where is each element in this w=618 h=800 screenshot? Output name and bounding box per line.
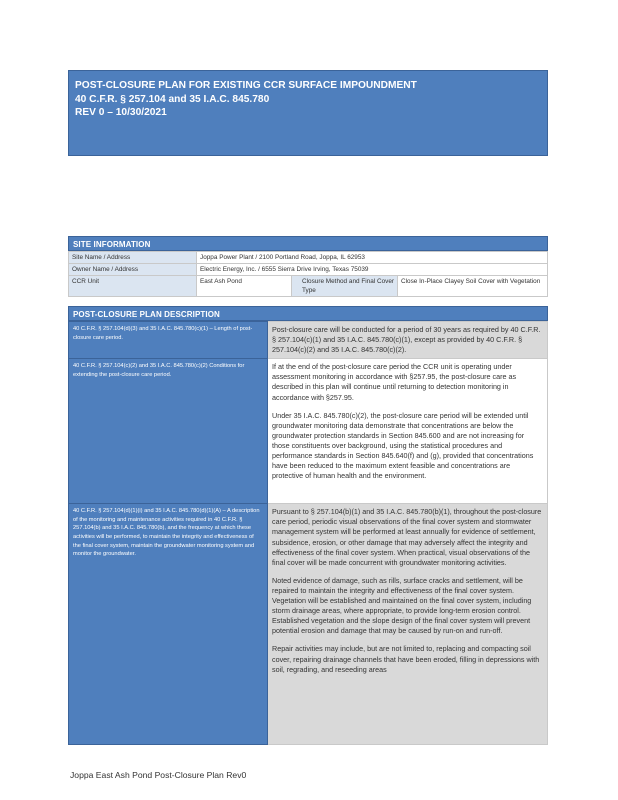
spacer <box>68 156 548 236</box>
description-paragraph: Repair activities may include, but are not limited to, replacing and compacting soil cover, repairing drainage channels that have been eroded, filling in depressions with soil, regrading, and reseeding areas <box>272 644 540 674</box>
description-paragraph: Under 35 I.A.C. 845.780(c)(2), the post-closure care period will be extended until groundwater monitoring data demonstrate that concentrations are below the groundwater protection standards in Section 845.600 and are not increasing for those constituents over background, using the statistical procedures and performance standards in Section 845.640(f) and (g), provided that concentrations have been reduced to the maximum extent feasible and concentrations are protective of human health and the environment. <box>272 410 534 481</box>
description-paragraph: If at the end of the post-closure care period the CCR unit is operating under assessment monitoring in accordance with §257.95, the post-closure care as described in this plan will continue until returning to detection monitoring in accordance with §257.95. <box>272 362 517 402</box>
regulation-reference: 40 C.F.R. § 257.104(d)(3) and 35 I.A.C. 845.780(c)(1) – Length of post-closure care period. <box>69 322 268 359</box>
site-information-table <box>68 251 548 297</box>
regulation-reference: 40 C.F.R. § 257.104(c)(2) and 35 I.A.C. 845.780(c)(2) Conditions for extending the post-closure care period. <box>69 359 268 504</box>
page-footer: Joppa East Ash Pond Post-Closure Plan Rev0 <box>70 770 247 780</box>
site-name-value: Joppa Power Plant / 2100 Portland Road, Joppa, IL 62953 <box>197 252 548 264</box>
table-row <box>69 264 548 276</box>
table-row <box>69 359 548 504</box>
ccr-unit-label: CCR Unit <box>69 276 197 297</box>
site-information-heading: SITE INFORMATION <box>68 236 548 251</box>
post-closure-plan-heading: POST-CLOSURE PLAN DESCRIPTION <box>68 306 548 321</box>
description-paragraph: Pursuant to § 257.104(b)(1) and 35 I.A.C. 845.780(b)(1), throughout the post-closure care period, periodic visual observations of the final cover system and stormwater management system will be performed at least annually for evidence of settlement, subsidence, erosion, or other damage that may adversely affect the integrity and effectiveness of the final cover system. When practical, visual observations of the final cover will be made concurrent with groundwater monitoring activities. <box>272 507 542 567</box>
description-paragraph: Post-closure care will be conducted for a period of 30 years as required by 40 C.F.R. § 257.104(c)(1) and 35 I.A.C. 845.780(c)(1), except as provided by 40 C.F.R. § 257.104(c)(2) and 35 I.A.C. 845.780(c)(2). <box>272 325 541 355</box>
post-closure-plan-table <box>68 321 548 745</box>
table-row <box>69 504 548 745</box>
owner-name-label: Owner Name / Address <box>69 264 197 276</box>
plan-description <box>268 359 548 504</box>
table-row <box>69 276 548 297</box>
site-name-label: Site Name / Address <box>69 252 197 264</box>
regulation-citation: 40 C.F.R. § 257.104 and 35 I.A.C. 845.780 <box>75 93 270 105</box>
closure-method-value: Close In-Place Clayey Soil Cover with Vegetation <box>398 276 548 297</box>
plan-description <box>268 504 548 745</box>
ccr-unit-value: East Ash Pond <box>197 276 292 297</box>
table-row <box>69 322 548 359</box>
spacer <box>68 297 548 306</box>
revision-date: REV 0 – 10/30/2021 <box>75 107 167 118</box>
title-banner <box>68 70 548 156</box>
plan-description <box>268 322 548 359</box>
closure-method-label: Closure Method and Final Cover Type <box>292 276 398 297</box>
regulation-reference: 40 C.F.R. § 257.104(d)(1)(i) and 35 I.A.C. 845.780(d)(1)(A) – A description of the monitoring and maintenance activities required in 40 C.F.R. § 257.104(b) and 35 I.A.C. 845.780(b), and the frequency at which these activities will be performed, to maintain the integrity and effectiveness of the final cover system, maintain the groundwater monitoring system and monitor the groundwater. <box>69 504 268 745</box>
owner-name-value: Electric Energy, Inc. / 6555 Sierra Drive Irving, Texas 75039 <box>197 264 548 276</box>
document-title: POST-CLOSURE PLAN FOR EXISTING CCR SURFACE IMPOUNDMENT <box>75 80 417 91</box>
table-row <box>69 252 548 264</box>
document-page <box>68 70 548 745</box>
description-paragraph: Noted evidence of damage, such as rills, surface cracks and settlement, will be repaired to maintain the integrity and effectiveness of the final cover system. Vegetation will be established and maintained on the final cover system, including storm drainage areas, where appropriate, to provide long-term erosion control. Established vegetation and the slope design of the final cover system will prevent potential erosion and damage that may be caused by run-on and run-off. <box>272 575 532 636</box>
